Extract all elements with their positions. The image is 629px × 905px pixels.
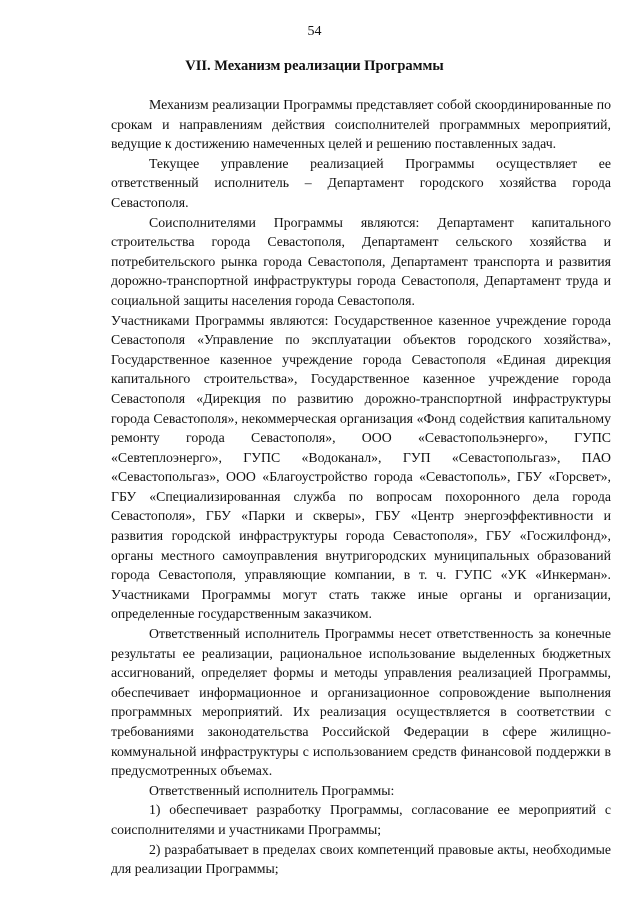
body-text bbox=[111, 95, 611, 879]
paragraph-co-executors: Соисполнителями Программы являются: Департамент капитального строительства города Севастополя, Департамент сельского хозяйства и потребительского рынка города Севастополя, Департамент транспорта и развития дорожно-транспортной инфраструктуры города Севастополя, Департамент труда и социальной защиты населения города Севастополя. bbox=[111, 214, 611, 308]
page-number: 54 bbox=[307, 24, 322, 39]
paragraph-participants: Участниками Программы являются: Государственное казенное учреждение города Севастополя «Управление по эксплуатации объектов городского хозяйства», Государственное казенное учреждение города Севастополя «Единая дирекция капитального строительства», Государственное казенное учреждение города Севастополя «Дирекция по развитию дорожно-транспортной инфраструктуры города Севастополя», некоммерческая организация «Фонд содействия капитальному ремонту города Севастополя», ООО «Севастопольэнерго», ГУПС «Севтеплоэнерго», ГУПС «Водоканал», ГУП «Севастопольгаз», ПАО «Севастопольгаз», ООО «Благоустройство города «Севастополь», ГБУ «Горсвет», ГБУ «Специализированная служба по вопросам похоронного дела города Севастополя», ГБУ «Парки и скверы», ГБУ «Центр энергоэффективности и развития городской инфраструктуры города Севастополя», ГБУ «Госжилфонд», органы местного самоуправления внутригородских муниципальных образований города Севастополя, управляющие компании, в т. ч. ГУПС «УК «Инкерман». Участниками Программы могут стать также иные органы и организации, определенные государственным заказчиком. bbox=[111, 312, 611, 622]
section-heading: VII. Механизм реализации Программы bbox=[185, 58, 444, 74]
paragraph-mechanism: Механизм реализации Программы представляет собой скоординированные по срокам и направлениям действия соисполнителей программных мероприятий, ведущие к достижению намеченных целей и решению поставленных задач. bbox=[111, 97, 611, 152]
list-item-2: 2) разрабатывает в пределах своих компетенций правовые акты, необходимые для реализации Программы; bbox=[111, 841, 611, 877]
paragraph-current-management: Текущее управление реализацией Программы осуществляет ее ответственный исполнитель – Департамент городского хозяйства города Севастополя. bbox=[111, 155, 611, 210]
list-item-1: 1) обеспечивает разработку Программы, согласование ее мероприятий с соисполнителями и участниками Программы; bbox=[111, 802, 611, 837]
paragraph-executor-intro: Ответственный исполнитель Программы: bbox=[149, 782, 395, 798]
paragraph-responsibility: Ответственный исполнитель Программы несет ответственность за конечные результаты ее реализации, рациональное использование выделенных бюджетных ассигнований, определяет формы и методы управления реализацией Программы, обеспечивает информационное и организационное сопровождение выполнения программных мероприятий. Их реализация осуществляется в соответствии с требованиями законодательства Российской Федерации в сфере жилищно-коммунальной инфраструктуры с использованием средств финансовой поддержки в предусмотренных объемах. bbox=[111, 626, 611, 779]
